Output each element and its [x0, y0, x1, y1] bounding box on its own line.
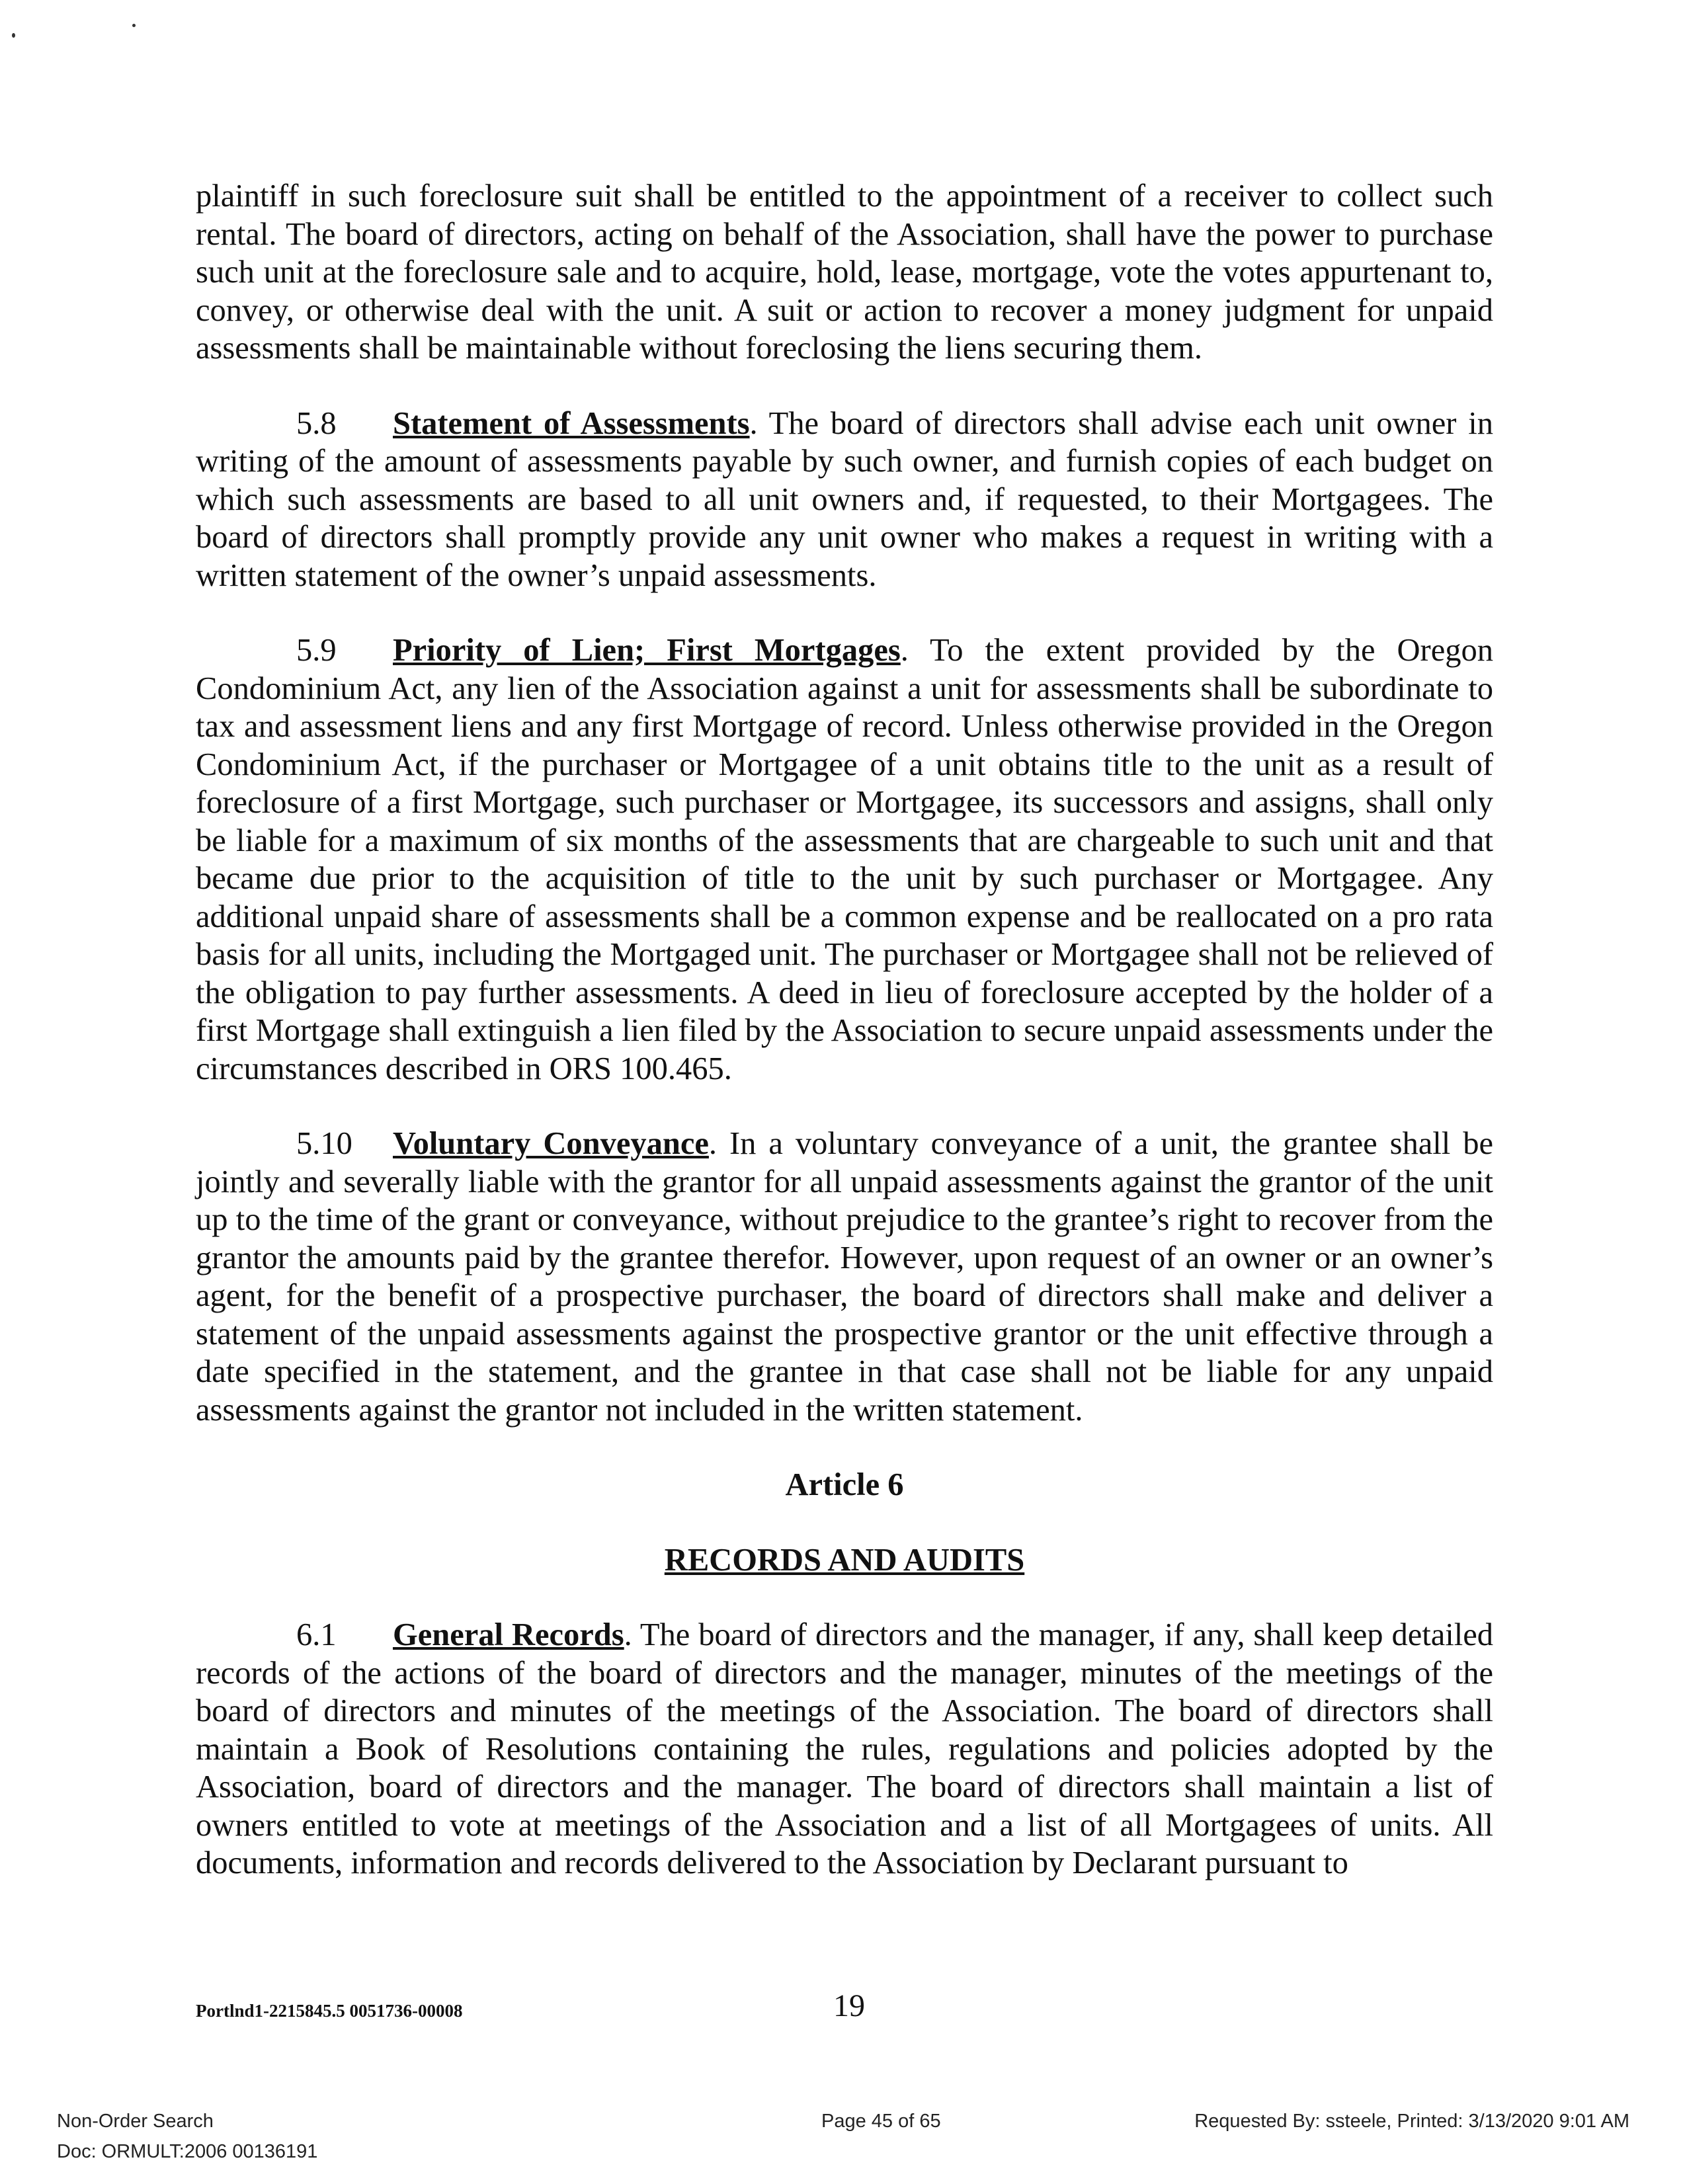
stamp-doc-reference: Doc: ORMULT:2006 00136191	[57, 2141, 318, 2162]
section-number: 6.1	[296, 1617, 337, 1652]
section-heading: Voluntary Conveyance	[393, 1126, 709, 1161]
section-number: 5.10	[296, 1126, 352, 1161]
article-subtitle: RECORDS AND AUDITS	[664, 1542, 1025, 1578]
section-5-9	[196, 631, 1493, 1088]
section-heading: Priority of Lien; First Mortgages	[393, 633, 901, 668]
document-body	[196, 177, 1493, 1882]
section-6-1	[196, 1616, 1493, 1882]
scan-speck	[12, 33, 15, 38]
article-title: Article 6	[785, 1467, 904, 1502]
section-text: . In a voluntary conveyance of a unit, the grantee shall be jointly and severally liable with the grantor for all unpaid assessments against the grantor of the unit up to the time of the grant or conveyance, without prejudice to the grantee’s right to recover from the grantor the amounts paid by the grantee therefor. However, upon request of an owner or an owner’s agent, for the benefit of a prospective purchaser, the board of directors shall make and deliver a statement of the unpaid assessments against the prospective grantor or the unit effective through a date specified in the statement, and the grantee in that case shall not be liable for any unpaid assessments against the grantor not included in the written statement.	[196, 1126, 1493, 1428]
section-text: . To the extent provided by the Oregon Condominium Act, any lien of the Association against a unit for assessments shall be subordinate to tax and assessment liens and any first Mortgage of record. Unless otherwise provided in the Oregon Condominium Act, if the purchaser or Mortgagee of a unit obtains title to the unit as a result of foreclosure of a first Mortgage, such purchaser or Mortgagee, its successors and assigns, shall only be liable for a maximum of six months of the assessments that are chargeable to such unit and that became due prior to the acquisition of title to the unit by such purchaser or Mortgagee. Any additional unpaid share of assessments shall be a common expense and be reallocated on a pro rata basis for all units, including the Mortgaged unit. The purchaser or Mortgagee shall not be relieved of the obligation to pay further assessments. A deed in lieu of foreclosure accepted by the holder of a first Mortgage shall extinguish a lien filed by the Association to secure unpaid assessments under the circumstances described in ORS 100.465.	[196, 633, 1493, 1086]
footer-document-id: Portlnd1-2215845.5 0051736-00008	[196, 2001, 463, 2021]
section-text: . The board of directors and the manager, if any, shall keep detailed records of the actions of the board of directors and the manager, minutes of the meetings of the board of directors and minutes of the meetings of the Association. The board of directors shall maintain a Book of Resolutions containing the rules, regulations and policies adopted by the Association, board of directors and the manager. The board of directors shall maintain a list of owners entitled to vote at meetings of the Association and a list of all Mortgagees of units. All documents, information and records delivered to the Association by Declarant pursuant to	[196, 1617, 1493, 1881]
section-heading: Statement of Assessments	[393, 405, 750, 441]
scan-speck	[132, 24, 136, 27]
section-5-8	[196, 405, 1493, 595]
section-number: 5.8	[296, 405, 337, 441]
page-number: 19	[833, 1988, 865, 2023]
section-number: 5.9	[296, 633, 337, 668]
paragraph-text: plaintiff in such foreclosure suit shall be entitled to the appointment of a receiver to collect such rental. The board of directors, acting on behalf of the Association, shall have the power to purchase such unit at the foreclosure sale and to acquire, hold, lease, mortgage, vote the votes appurtenant to, convey, or otherwise deal with the unit. A suit or action to recover a money judgment for unpaid assessments shall be maintainable without foreclosing the liens securing them.	[196, 179, 1493, 366]
section-text: . The board of directors shall advise each unit owner in writing of the amount of assessments payable by such owner, and furnish copies of each budget on which such assessments are based to all unit owners and, if requested, to their Mortgagees. The board of directors shall promptly provide any unit owner who makes a request in writing with a written statement of the owner’s unpaid assessments.	[196, 405, 1493, 593]
paragraph-intro	[196, 177, 1493, 368]
stamp-requested-by: Requested By: ssteele, Printed: 3/13/2020 9:01 AM	[1194, 2111, 1629, 2132]
stamp-page-count: Page 45 of 65	[821, 2111, 941, 2132]
section-heading: General Records	[393, 1617, 624, 1652]
section-5-10	[196, 1125, 1493, 1429]
stamp-search-type: Non-Order Search	[57, 2111, 214, 2132]
